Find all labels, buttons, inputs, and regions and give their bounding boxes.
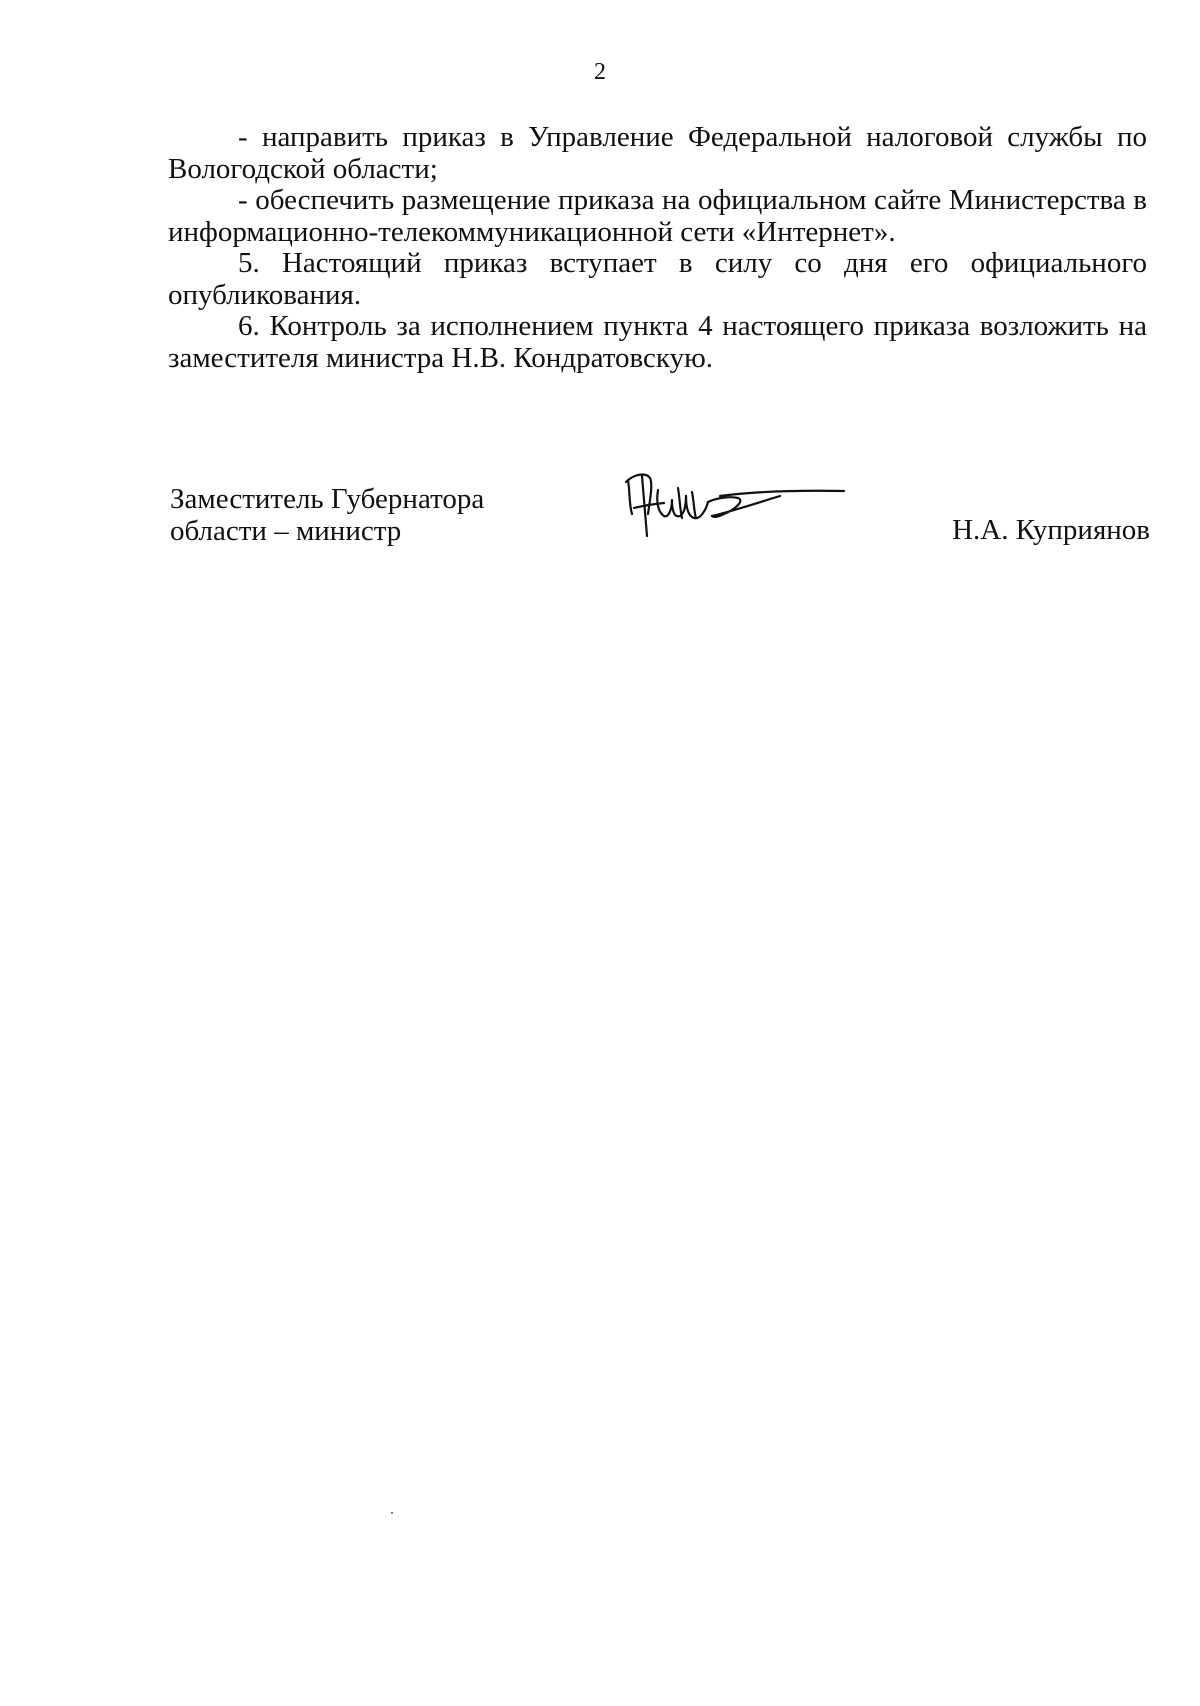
paragraph-send-to-tax-service: - направить приказ в Управление Федеральной налоговой службы по Вологодской области; — [168, 121, 1147, 185]
document-body — [168, 122, 1147, 374]
signatory-position — [170, 484, 530, 547]
signature-block — [170, 484, 1150, 554]
scan-speck — [391, 1512, 393, 1514]
handwritten-signature — [620, 470, 850, 550]
page-number: 2 — [594, 59, 606, 85]
signatory-position-line-2: области – министр — [170, 514, 402, 547]
paragraph-effective-date: 5. Настоящий приказ вступает в силу со дня его официального опубликования. — [168, 247, 1147, 311]
paragraph-control: 6. Контроль за исполнением пункта 4 настоящего приказа возложить на заместителя министра Н.В. Кондратовскую. — [168, 310, 1147, 374]
signatory-name: Н.А. Куприянов — [952, 514, 1150, 546]
paragraph-publish-on-website: - обеспечить размещение приказа на официальном сайте Министерства в информационно-телекоммуникационной сети «Интернет». — [168, 184, 1147, 248]
signatory-position-line-1: Заместитель Губернатора — [170, 483, 485, 515]
